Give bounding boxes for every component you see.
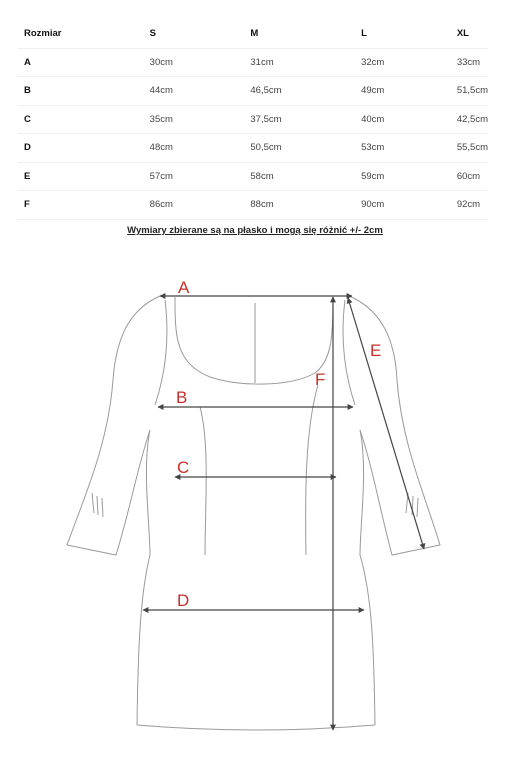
- dress-princess-seam-right: [306, 385, 318, 555]
- cell-value: 90cm: [355, 191, 451, 220]
- table-row: [18, 162, 488, 191]
- cell-value: 51,5cm: [451, 77, 488, 106]
- cell-value: 49cm: [355, 77, 451, 106]
- measurement-note: Wymiary zbierane są na płasko i mogą się różnić +/- 2cm: [127, 225, 383, 236]
- header-m: M: [244, 20, 355, 48]
- cell-value: 92cm: [451, 191, 488, 220]
- table-row: [18, 48, 488, 77]
- row-label: E: [18, 162, 144, 191]
- cell-value: 53cm: [355, 134, 451, 163]
- cell-value: 31cm: [244, 48, 355, 77]
- row-label: D: [18, 134, 144, 163]
- measure-c-label: C: [177, 458, 190, 477]
- cell-value: 35cm: [144, 105, 245, 134]
- cell-value: 32cm: [355, 48, 451, 77]
- dress-hem: [137, 725, 375, 730]
- table-row: [18, 191, 488, 220]
- measure-a-label: A: [178, 278, 190, 297]
- dress-neckline: [175, 297, 333, 384]
- cell-value: 40cm: [355, 105, 451, 134]
- row-label: F: [18, 191, 144, 220]
- dress-measurement-diagram: [0, 255, 510, 765]
- dress-outline: [67, 296, 440, 730]
- cell-value: 60cm: [451, 162, 488, 191]
- cell-value: 42,5cm: [451, 105, 488, 134]
- dress-left-side: [67, 296, 160, 725]
- cell-value: 59cm: [355, 162, 451, 191]
- cell-value: 46,5cm: [244, 77, 355, 106]
- dress-armhole-left: [155, 300, 167, 405]
- header-size: Rozmiar: [18, 20, 144, 48]
- table-row: [18, 105, 488, 134]
- cell-value: 30cm: [144, 48, 245, 77]
- cell-value: 37,5cm: [244, 105, 355, 134]
- cell-value: 48cm: [144, 134, 245, 163]
- cell-value: 86cm: [144, 191, 245, 220]
- measure-e-arrow: [348, 298, 424, 549]
- table-row: [18, 77, 488, 106]
- measure-d-label: D: [177, 591, 190, 610]
- cell-value: 50,5cm: [244, 134, 355, 163]
- size-chart-table: [18, 20, 488, 220]
- dress-cuff-left-lines: [92, 493, 103, 517]
- cell-value: 88cm: [244, 191, 355, 220]
- row-label: B: [18, 77, 144, 106]
- header-l: L: [355, 20, 451, 48]
- dress-princess-seam-left: [200, 407, 206, 555]
- table-header-row: [18, 20, 488, 48]
- header-s: S: [144, 20, 245, 48]
- measure-f-label: F: [315, 370, 326, 389]
- header-xl: XL: [451, 20, 488, 48]
- row-label: C: [18, 105, 144, 134]
- dress-diagram-svg: [0, 255, 510, 765]
- cell-value: 58cm: [244, 162, 355, 191]
- cell-value: 57cm: [144, 162, 245, 191]
- cell-value: 33cm: [451, 48, 488, 77]
- cell-value: 55,5cm: [451, 134, 488, 163]
- dress-right-side: [349, 296, 440, 725]
- measure-e-label: E: [370, 341, 382, 360]
- row-label: A: [18, 48, 144, 77]
- table-row: [18, 134, 488, 163]
- measure-b-label: B: [176, 388, 188, 407]
- cell-value: 44cm: [144, 77, 245, 106]
